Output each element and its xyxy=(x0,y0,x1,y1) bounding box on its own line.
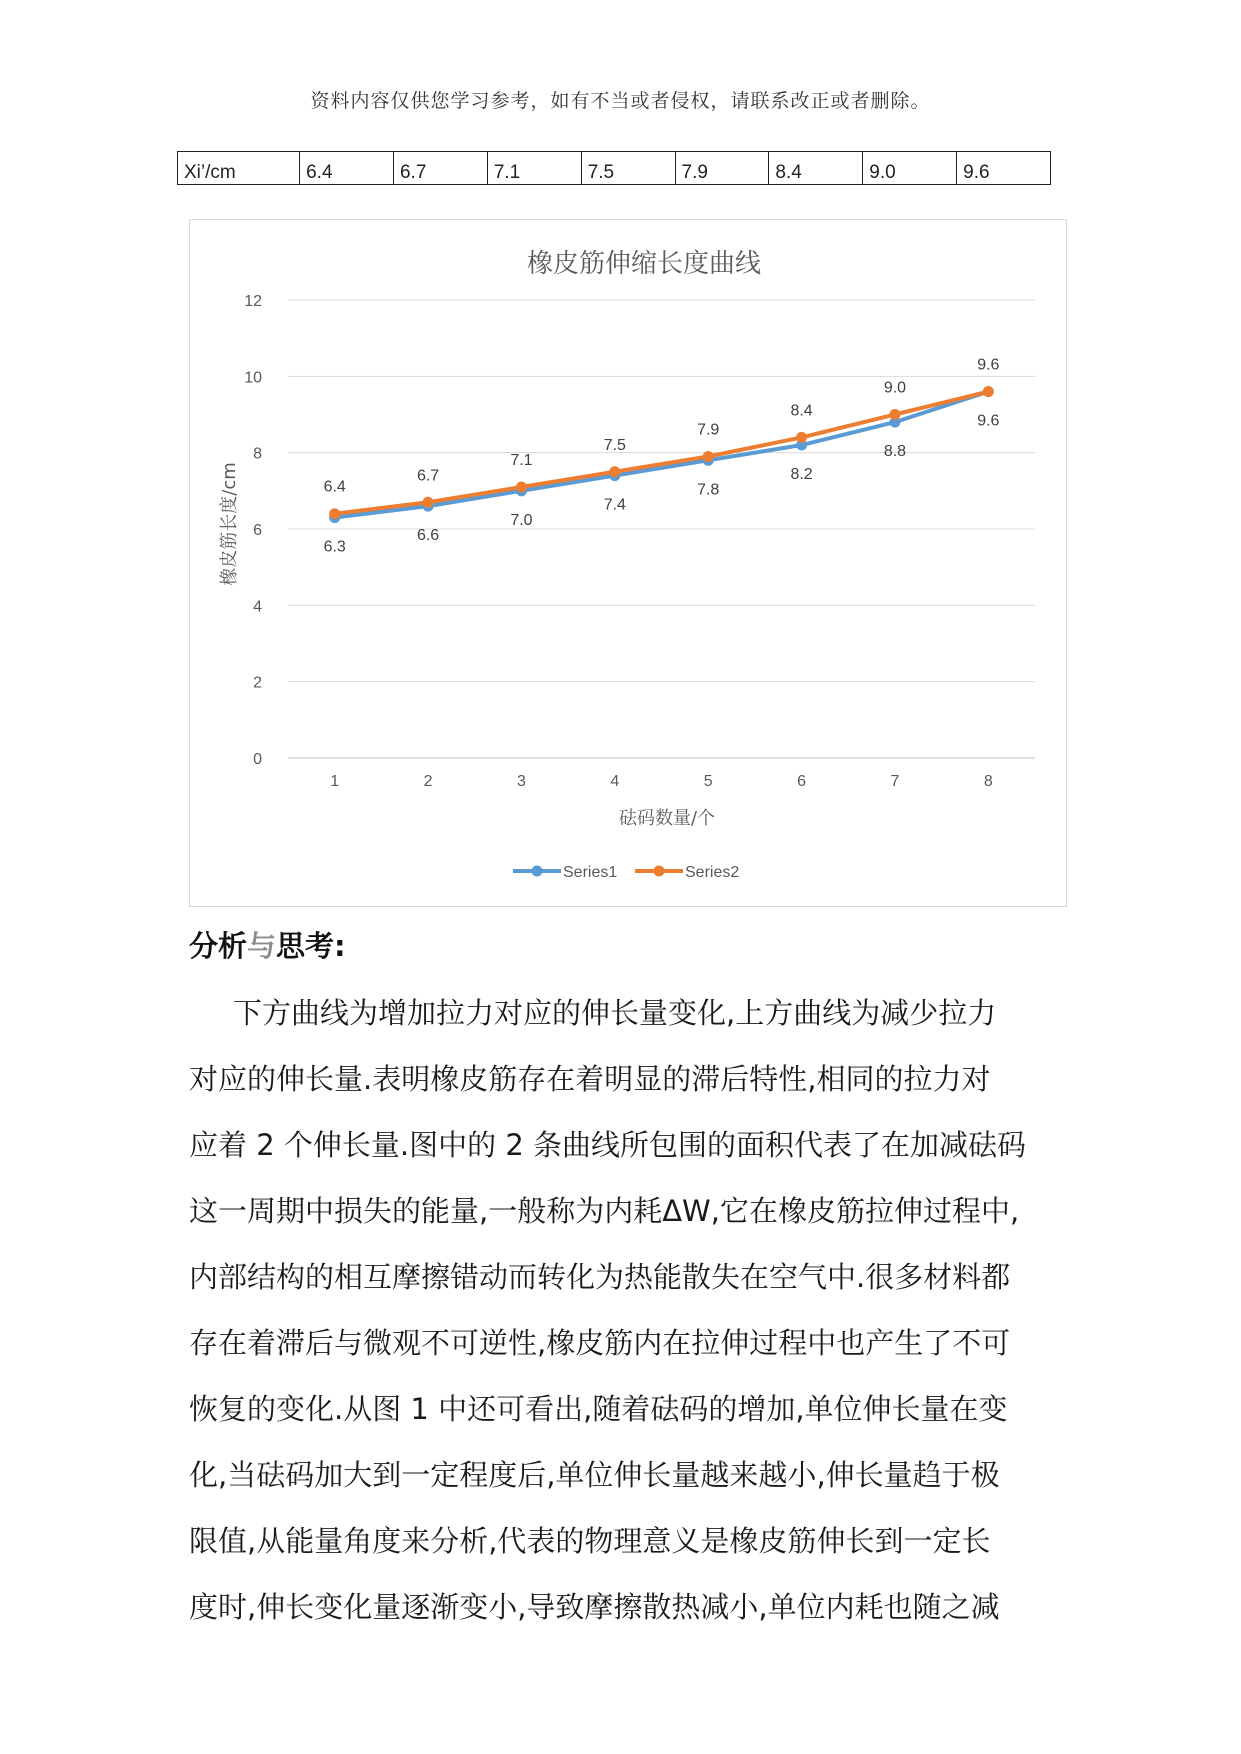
legend-entry: Series1 xyxy=(563,864,618,881)
x-tick-label: 2 xyxy=(423,773,433,790)
data-label: 9.6 xyxy=(977,412,1000,430)
y-axis-ticks xyxy=(244,293,262,768)
data-point xyxy=(609,466,620,477)
data-table xyxy=(177,151,1051,185)
table-cell: 9.6 xyxy=(957,152,1051,185)
data-point xyxy=(516,482,527,493)
data-point xyxy=(889,409,900,420)
heading-part-3: 思考: xyxy=(276,929,346,963)
x-tick-label: 4 xyxy=(610,773,620,790)
table-cell: 6.4 xyxy=(300,152,394,185)
paragraph-line: 对应的伸长量.表明橡皮筋存在着明显的滞后特性,相同的拉力对 xyxy=(189,1062,991,1096)
paragraph-line: 恢复的变化.从图 1 中还可看出,随着砝码的增加,单位伸长量在变 xyxy=(189,1392,1008,1426)
data-label: 7.8 xyxy=(697,481,720,499)
heading-part-1: 分析 xyxy=(189,929,248,963)
data-point xyxy=(796,432,807,443)
table-cell: 7.9 xyxy=(675,152,769,185)
table-row xyxy=(178,152,1051,185)
data-label: 8.4 xyxy=(790,402,813,420)
y-tick-label: 6 xyxy=(253,522,262,539)
table-cell: 9.0 xyxy=(863,152,957,185)
table-row-label: Xi’/cm xyxy=(178,152,300,185)
legend-entry: Series2 xyxy=(685,864,740,881)
data-label: 6.4 xyxy=(323,478,346,496)
y-tick-label: 8 xyxy=(253,445,262,463)
y-axis-label: 橡皮筋长度/cm xyxy=(219,462,240,586)
data-point xyxy=(703,451,714,462)
x-tick-label: 7 xyxy=(890,773,900,790)
data-label: 8.8 xyxy=(883,443,907,461)
paragraph-line: 下方曲线为增加拉力对应的伸长量变化,上方曲线为减少拉力 xyxy=(233,996,997,1030)
paragraph-line: 存在着滞后与微观不可逆性,橡皮筋内在拉伸过程中也产生了不可 xyxy=(189,1326,1011,1360)
table-cell: 7.1 xyxy=(487,152,581,185)
data-label: 7.5 xyxy=(603,436,626,454)
data-label: 7.0 xyxy=(510,511,533,529)
legend-marker xyxy=(654,866,665,877)
chart-frame xyxy=(189,219,1067,907)
data-point xyxy=(983,386,994,397)
watermark-text: 资料内容仅供您学习参考，如有不当或者侵权，请联系改正或者删除。 xyxy=(310,90,931,112)
data-point xyxy=(329,508,340,519)
chart-title: 橡皮筋伸缩长度曲线 xyxy=(526,249,762,279)
y-tick-label: 2 xyxy=(253,674,262,692)
line-chart xyxy=(190,220,1066,906)
paragraph-line: 度时,伸长变化量逐渐变小,导致摩擦散热减小,单位内耗也随之减 xyxy=(189,1590,1000,1624)
paragraph-line: 这一周期中损失的能量,一般称为内耗ΔW,它在橡皮筋拉伸过程中, xyxy=(189,1194,1020,1228)
y-tick-label: 10 xyxy=(244,369,262,387)
data-point xyxy=(423,497,434,508)
x-axis-ticks xyxy=(330,773,993,790)
data-label: 7.1 xyxy=(510,452,533,470)
data-label: 6.7 xyxy=(416,467,440,485)
paragraph-line: 限值,从能量角度来分析,代表的物理意义是橡皮筋伸长到一定长 xyxy=(189,1524,991,1558)
y-tick-label: 12 xyxy=(244,293,262,310)
data-label: 9.6 xyxy=(977,356,1000,374)
chart-legend xyxy=(513,864,739,881)
x-axis-label: 砝码数量/个 xyxy=(618,808,716,829)
legend-marker xyxy=(532,866,543,877)
data-label: 6.6 xyxy=(416,527,440,545)
data-label: 7.4 xyxy=(603,496,626,514)
paragraph-line: 化,当砝码加大到一定程度后,单位伸长量越来越小,伸长量趋于极 xyxy=(189,1458,1000,1492)
table-cell: 6.7 xyxy=(393,152,487,185)
data-label: 9.0 xyxy=(883,379,907,397)
x-tick-label: 1 xyxy=(330,773,340,790)
x-tick-label: 6 xyxy=(797,773,807,790)
analysis-paragraph xyxy=(189,980,1069,1640)
paragraph-line: 内部结构的相互摩擦错动而转化为热能散失在空气中.很多材料都 xyxy=(189,1260,1011,1294)
data-label: 6.3 xyxy=(323,538,346,556)
data-label: 8.2 xyxy=(790,466,813,484)
table-cell: 8.4 xyxy=(769,152,863,185)
table-cell: 7.5 xyxy=(581,152,675,185)
data-label: 7.9 xyxy=(697,421,720,439)
x-tick-label: 5 xyxy=(703,773,713,790)
x-tick-label: 8 xyxy=(983,773,993,790)
data-labels xyxy=(324,357,1000,556)
section-heading xyxy=(189,924,346,965)
paragraph-line: 应着 2 个伸长量.图中的 2 条曲线所包围的面积代表了在加减砝码 xyxy=(189,1128,1026,1162)
y-tick-label: 4 xyxy=(253,598,262,616)
chart-grid xyxy=(288,300,1035,758)
heading-part-2: 与 xyxy=(247,929,277,963)
x-tick-label: 3 xyxy=(516,773,526,790)
y-tick-label: 0 xyxy=(253,751,262,768)
